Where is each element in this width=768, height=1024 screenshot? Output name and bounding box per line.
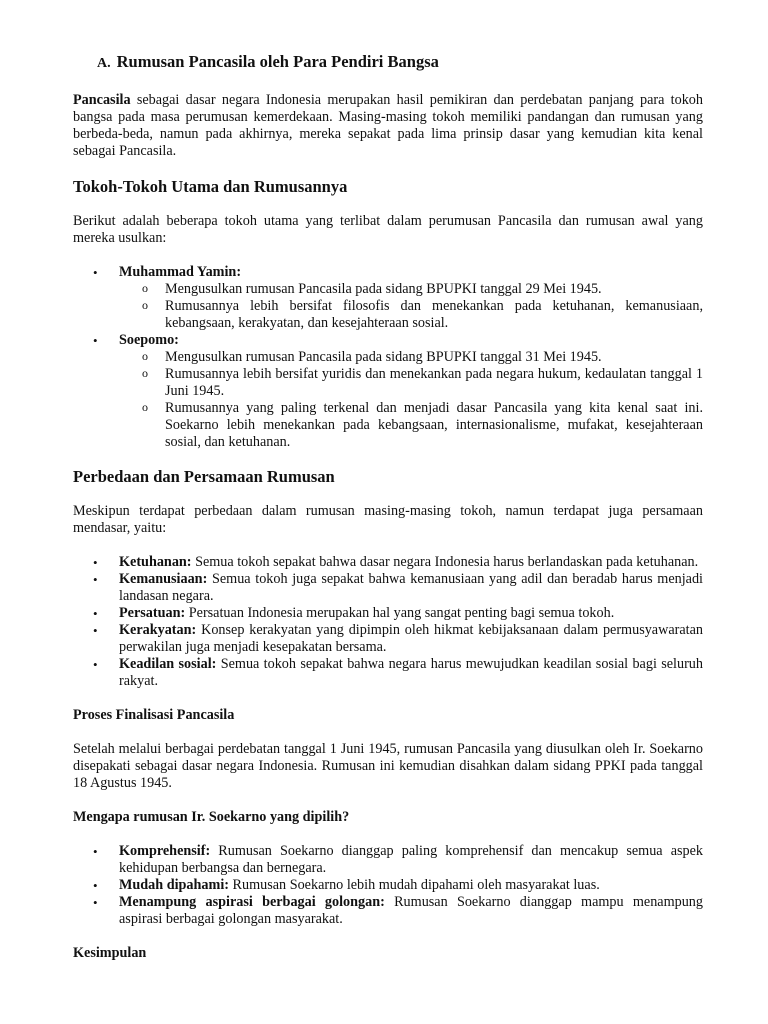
list-item: o Rumusannya yang paling terkenal dan menjadi dasar Pancasila yang kita kenal saat ini. Soekarno lebih menekankan pada kebangsaan, internasionalisme, mufakat, kesejahteraan sosial, dan ketuhanan.: [119, 400, 703, 451]
soepomo-points: [119, 349, 703, 451]
item-term: Mudah dipahami:: [119, 877, 229, 893]
item-text: Persatuan Indonesia merupakan hal yang sangat penting bagi semua tokoh.: [185, 605, 615, 621]
item-term: Keadilan sosial:: [119, 656, 217, 672]
tokoh-heading: Tokoh-Tokoh Utama dan Rumusannya: [73, 177, 348, 196]
item-term: Menampung aspirasi berbagai golongan:: [119, 894, 385, 910]
list-item: [73, 894, 703, 928]
perbedaan-intro: Meskipun terdapat perbedaan dalam rumusan masing-masing tokoh, namun terdapat juga persamaan mendasar, yaitu:: [73, 503, 703, 536]
item-text: Konsep kerakyatan yang dipimpin oleh hikmat kebijaksanaan dalam permusyawaratan perwakilan juga menjadi kesepakatan bersama.: [119, 622, 703, 655]
proses-heading: Proses Finalisasi Pancasila: [73, 707, 235, 723]
list-item: [73, 877, 703, 894]
list-item: [73, 843, 703, 877]
document-page: [73, 52, 703, 962]
list-item: o Mengusulkan rumusan Pancasila pada sidang BPUPKI tanggal 29 Mei 1945.: [119, 281, 703, 298]
list-item: [73, 605, 703, 622]
perbedaan-heading: Perbedaan dan Persamaan Rumusan: [73, 467, 335, 486]
list-item: o Rumusannya lebih bersifat yuridis dan menekankan pada negara hukum, kedaulatan tanggal 1 Juni 1945.: [119, 366, 703, 400]
list-item: [73, 622, 703, 656]
item-text: Rumusan Soekarno dianggap paling komprehensif dan mencakup semua aspek kehidupan berbangsa dan bernegara.: [119, 843, 703, 876]
list-item: [73, 656, 703, 690]
yamin-points: [119, 281, 703, 332]
persamaan-list: [73, 554, 703, 690]
item-text: Semua tokoh sepakat bahwa negara harus mewujudkan keadilan sosial bagi seluruh rakyat.: [119, 656, 703, 689]
item-term: Persatuan:: [119, 605, 186, 621]
item-text: Rumusan Soekarno dianggap mampu menampung aspirasi berbagai golongan masyarakat.: [119, 894, 703, 927]
tokoh-list: [73, 264, 703, 451]
tokoh-item-yamin: [73, 264, 703, 332]
item-text: Semua tokoh sepakat bahwa dasar negara Indonesia harus berlandaskan pada ketuhanan.: [191, 554, 699, 570]
list-item: [73, 554, 703, 571]
kesimpulan-heading: Kesimpulan: [73, 945, 147, 961]
tokoh-item-soepomo: [73, 332, 703, 451]
tokoh-name: Soepomo:: [119, 332, 179, 348]
intro-text: sebagai dasar negara Indonesia merupakan hasil pemikiran dan perdebatan panjang para tokoh bangsa pada masa perumusan kemerdekaan. Masing-masing tokoh memiliki pandangan dan rumusan yang berbeda-beda, namun pada akhirnya, mereka sepakat pada lima prinsip dasar yang kemudian kita kenal sebagai Pancasila.: [73, 92, 703, 159]
alasan-list: [73, 843, 703, 928]
item-term: Kerakyatan:: [119, 622, 197, 638]
item-term: Kemanusiaan:: [119, 571, 208, 587]
intro-paragraph: [73, 92, 703, 160]
list-item: [73, 571, 703, 605]
list-item: o Rumusannya lebih bersifat filosofis dan menekankan pada ketuhanan, kemanusiaan, kebangsaan, kerakyatan, dan kesejahteraan sosial.: [119, 298, 703, 332]
item-text: Rumusan Soekarno lebih mudah dipahami oleh masyarakat luas.: [229, 877, 600, 893]
intro-bold-term: Pancasila: [73, 92, 131, 108]
section-number: A.: [97, 56, 111, 71]
tokoh-intro: Berikut adalah beberapa tokoh utama yang terlibat dalam perumusan Pancasila dan rumusan awal yang mereka usulkan:: [73, 213, 703, 246]
tokoh-name: Muhammad Yamin:: [119, 264, 242, 280]
mengapa-heading: Mengapa rumusan Ir. Soekarno yang dipilih?: [73, 809, 350, 825]
list-item: o Mengusulkan rumusan Pancasila pada sidang BPUPKI tanggal 31 Mei 1945.: [119, 349, 703, 366]
proses-paragraph: Setelah melalui berbagai perdebatan tanggal 1 Juni 1945, rumusan Pancasila yang diusulkan oleh Ir. Soekarno disepakati sebagai dasar negara Indonesia. Rumusan ini kemudian disahkan dalam sidang PPKI pada tanggal 18 Agustus 1945.: [73, 741, 703, 791]
item-term: Ketuhanan:: [119, 554, 192, 570]
item-term: Komprehensif:: [119, 843, 211, 859]
section-title-text: Rumusan Pancasila oleh Para Pendiri Bangsa: [116, 52, 439, 71]
item-text: Semua tokoh juga sepakat bahwa kemanusiaan yang adil dan beradab harus menjadi landasan negara.: [119, 571, 703, 604]
section-title: [97, 52, 703, 74]
